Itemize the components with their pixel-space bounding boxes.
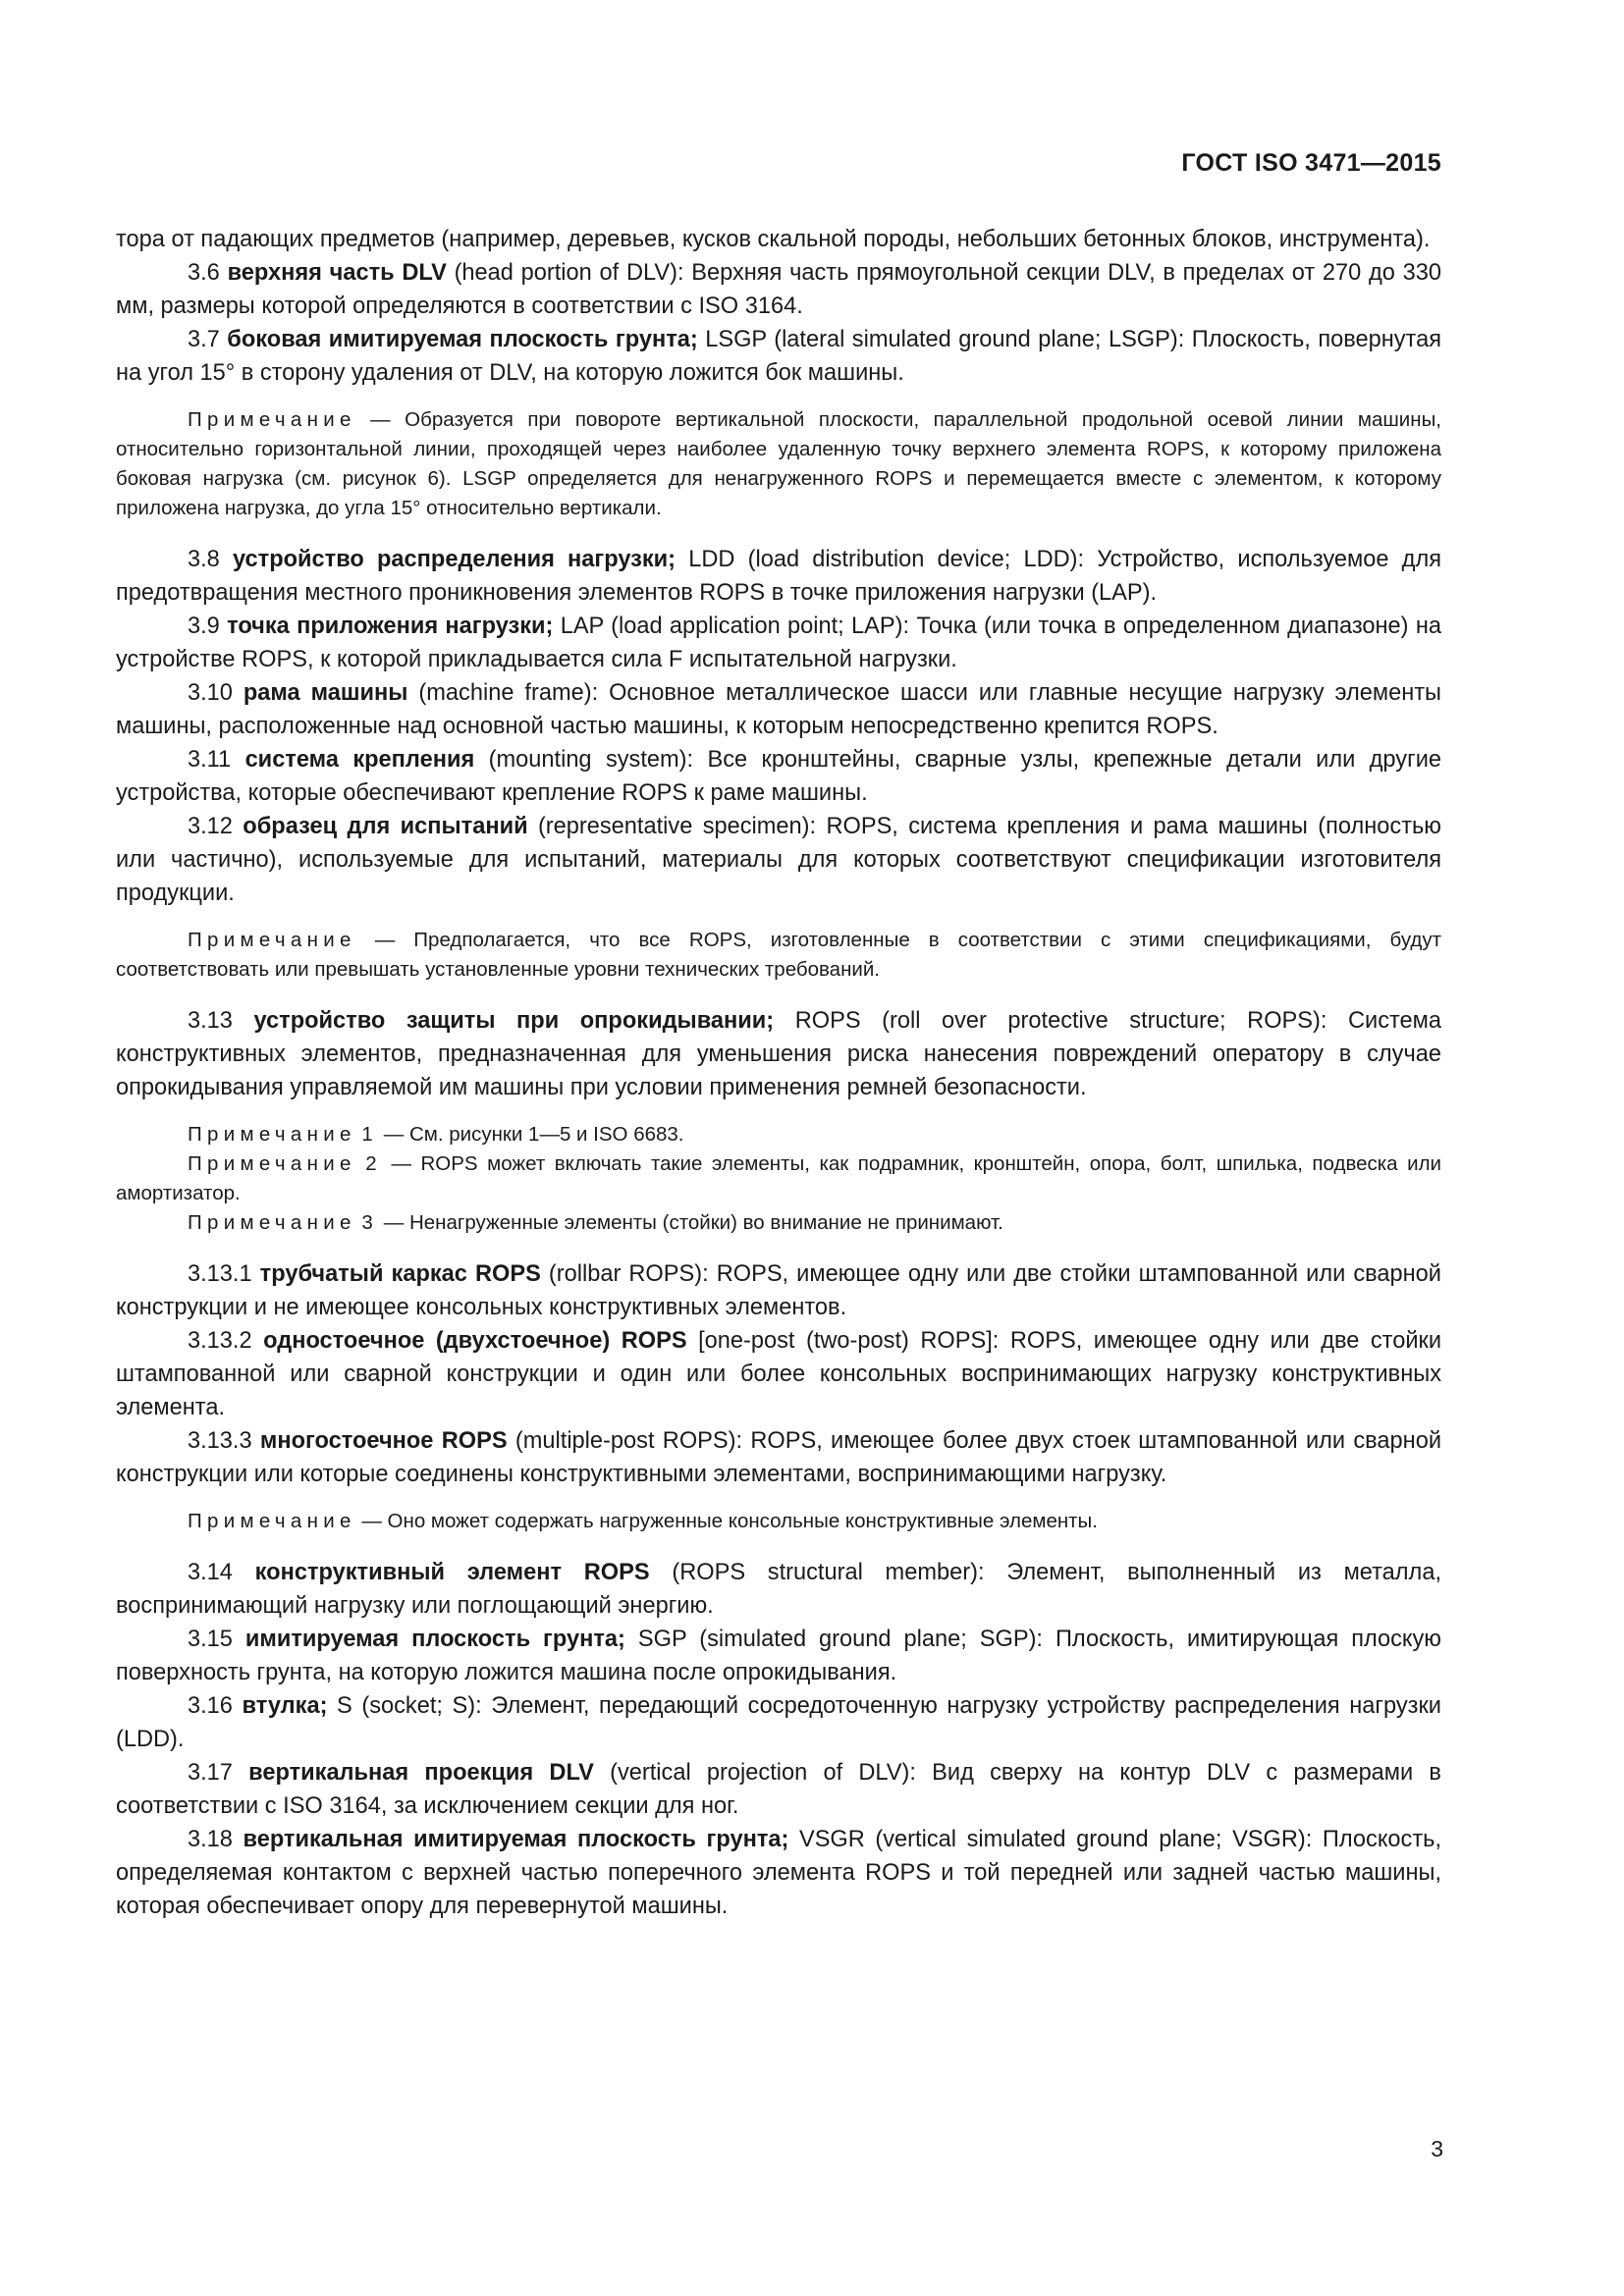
clause-number: 3.6: [188, 260, 220, 286]
definition-3-14: [116, 1556, 1441, 1623]
definition-3-13-1: [116, 1257, 1441, 1324]
note-label: Примечание: [188, 1510, 356, 1532]
definition-3-13-3: [116, 1424, 1441, 1491]
term-name: одностоечное (двухстоечное) ROPS: [263, 1328, 687, 1354]
term-name: образец для испытаний: [243, 814, 528, 839]
definition-3-17: [116, 1756, 1441, 1823]
term-name: рама машины: [243, 680, 408, 706]
note-number: 3: [361, 1211, 379, 1234]
definition-3-10: [116, 676, 1441, 743]
paragraph-continuation: [116, 223, 1441, 256]
clause-number: 3.15: [188, 1627, 233, 1652]
note-label: Примечание: [188, 1211, 356, 1234]
clause-number: 3.14: [188, 1560, 233, 1585]
term-name: боковая имитируемая плоскость грунта;: [227, 327, 698, 352]
term-name: втулка;: [242, 1693, 328, 1719]
note-text: — Оно может содержать нагруженные консольные конструктивные элементы.: [361, 1510, 1098, 1532]
note-block: [116, 926, 1441, 985]
definition-3-15: [116, 1623, 1441, 1689]
definition-text: тора от падающих предметов (например, деревьев, кусков скальной породы, небольших бетонных блоков, инструмента).: [116, 227, 1431, 252]
term-name: устройство защиты при опрокидывании;: [253, 1008, 775, 1034]
term-name: трубчатый каркас ROPS: [259, 1261, 541, 1287]
note: [116, 1149, 1441, 1208]
clause-number: 3.13: [188, 1008, 233, 1034]
definition-text: (mounting system): Все кронштейны, сварные узлы, крепежные детали или другие устройства, которые обеспечивают крепление ROPS к раме машины.: [116, 747, 1441, 806]
definition-text: ROPS (roll over protective structure; ROPS): Система конструктивных элементов, предназначенная для уменьшения риска нанесения повреждений оператору в случае опрокидывания управляемой им машины при условии применения ремней безопасности.: [116, 1008, 1442, 1100]
note: [116, 405, 1441, 523]
definition-3-11: [116, 743, 1441, 810]
term-name: конструктивный элемент ROPS: [254, 1560, 650, 1585]
clause-number: 3.7: [188, 327, 220, 352]
note-text: — ROPS может включать такие элементы, как подрамник, кронштейн, опора, болт, шпилька, подвеска или амортизатор.: [116, 1152, 1441, 1204]
definition-text: LDD (load distribution device; LDD): Устройство, используемое для предотвращения местного проникновения элементов ROPS в точке приложения нагрузки (LAP).: [116, 547, 1441, 606]
clause-number: 3.16: [188, 1693, 233, 1719]
definition-text: LAP (load application point; LAP): Точка (или точка в определенном диапазоне) на устройстве ROPS, к которой прикладывается сила F испытательной нагрузки.: [116, 614, 1441, 672]
definition-text: LSGP (lateral simulated ground plane; LSGP): Плоскость, повернутая на угол 15° в сторону удаления от DLV, на которую ложится бок машины.: [116, 327, 1441, 386]
note-label: Примечание: [188, 1123, 356, 1146]
term-name: вертикальная имитируемая плоскость грунта;: [243, 1827, 789, 1852]
document-body: [116, 223, 1441, 1923]
note-text: — Предполагается, что все ROPS, изготовленные в соответствии с этими спецификациями, будут соответствовать или превышать установленные уровни технических требований.: [116, 929, 1441, 981]
term-name: точка приложения нагрузки;: [227, 614, 554, 639]
definition-text: (vertical projection of DLV): Вид сверху на контур DLV с размерами в соответствии с ISO 3164, за исключением секции для ног.: [116, 1760, 1441, 1819]
page-number: 3: [1431, 2136, 1443, 2162]
definition-3-6: [116, 256, 1441, 323]
clause-number: 3.18: [188, 1827, 233, 1852]
note-label: Примечание: [188, 929, 356, 951]
note: [116, 926, 1441, 985]
clause-number: 3.12: [188, 814, 233, 839]
note-number: 2: [365, 1152, 382, 1175]
clause-number: 3.9: [188, 614, 220, 639]
definition-text: (head portion of DLV): Верхняя часть прямоугольной секции DLV, в пределах от 270 до 330 мм, размеры которой определяются в соответствии с ISO 3164.: [116, 260, 1441, 319]
clause-number: 3.10: [188, 680, 233, 706]
definition-3-12: [116, 810, 1441, 910]
clause-number: 3.13.3: [188, 1428, 252, 1454]
definition-text: (multiple-post ROPS): ROPS, имеющее более двух стоек штампованной или сварной конструкции или которые соединены конструктивными элементами, воспринимающими нагрузку.: [116, 1428, 1442, 1487]
definition-3-13-2: [116, 1324, 1441, 1424]
note-block: [116, 1507, 1441, 1536]
note-text: — Ненагруженные элементы (стойки) во внимание не принимают.: [383, 1211, 1003, 1234]
definition-text: VSGR (vertical simulated ground plane; VSGR): Плоскость, определяемая контактом с верхней частью поперечного элемента ROPS и той передней или задней частью машины, которая обеспечивает опору для перевернутой машины.: [116, 1827, 1441, 1919]
clause-number: 3.11: [188, 747, 232, 773]
definition-3-8: [116, 543, 1441, 610]
note-label: Примечание: [188, 1152, 356, 1175]
definition-text: (machine frame): Основное металлическое шасси или главные несущие нагрузку элементы машины, расположенные над основной частью машины, к которым непосредственно крепится ROPS.: [116, 680, 1441, 739]
definition-text: (ROPS structural member): Элемент, выполненный из металла, воспринимающий нагрузку или поглощающий энергию.: [116, 1560, 1441, 1619]
definition-3-18: [116, 1823, 1441, 1923]
definition-text: (rollbar ROPS): ROPS, имеющее одну или две стойки штампованной или сварной конструкции и не имеющее консольных конструктивных элементов.: [116, 1261, 1441, 1320]
term-name: система крепления: [244, 747, 475, 773]
note-label: Примечание: [188, 408, 356, 431]
note-block: [116, 405, 1441, 523]
note: [116, 1507, 1441, 1536]
definition-3-7: [116, 323, 1441, 390]
note-text: — Образуется при повороте вертикальной плоскости, параллельной продольной осевой линии машины, относительно горизонтальной линии, проходящей через наиболее удаленную точку верхнего элемента ROPS, к которому приложена боковая нагрузка (см. рисунок 6). LSGP определяется для ненагруженного ROPS и перемещается вместе с элементом, к которому приложена нагрузка, до угла 15° относительно вертикали.: [116, 408, 1441, 519]
term-name: имитируемая плоскость грунта;: [244, 1627, 625, 1652]
note-text: — См. рисунки 1—5 и ISO 6683.: [383, 1123, 684, 1146]
note: [116, 1208, 1441, 1238]
definition-3-16: [116, 1689, 1441, 1756]
clause-number: 3.13.1: [188, 1261, 252, 1287]
clause-number: 3.17: [188, 1760, 233, 1786]
definition-3-9: [116, 610, 1441, 676]
term-name: многостоечное ROPS: [259, 1428, 508, 1454]
note: [116, 1120, 1441, 1149]
term-name: верхняя часть DLV: [227, 260, 447, 286]
clause-number: 3.13.2: [188, 1328, 252, 1354]
definition-text: S (socket; S): Элемент, передающий сосредоточенную нагрузку устройству распределения нагрузки (LDD).: [116, 1693, 1441, 1752]
clause-number: 3.8: [188, 547, 220, 572]
standard-code: ГОСТ ISO 3471—2015: [1181, 149, 1441, 177]
note-block: [116, 1120, 1441, 1238]
definition-3-13: [116, 1004, 1441, 1104]
note-number: 1: [361, 1123, 379, 1146]
definition-text: (representative specimen): ROPS, система крепления и рама машины (полностью или частично), используемые для испытаний, материалы для которых соответствуют спецификации изготовителя продукции.: [116, 814, 1442, 906]
term-name: вертикальная проекция DLV: [248, 1760, 594, 1786]
term-name: устройство распределения нагрузки;: [233, 547, 677, 572]
definition-text: SGP (simulated ground plane; SGP): Плоскость, имитирующая плоскую поверхность грунта, на которую ложится машина после опрокидывания.: [116, 1627, 1442, 1685]
definition-text: [one-post (two-post) ROPS]: ROPS, имеющее одну или две стойки штампованной или сварной конструкции и один или более консольных воспринимающих нагрузку конструктивных элемента.: [116, 1328, 1442, 1420]
